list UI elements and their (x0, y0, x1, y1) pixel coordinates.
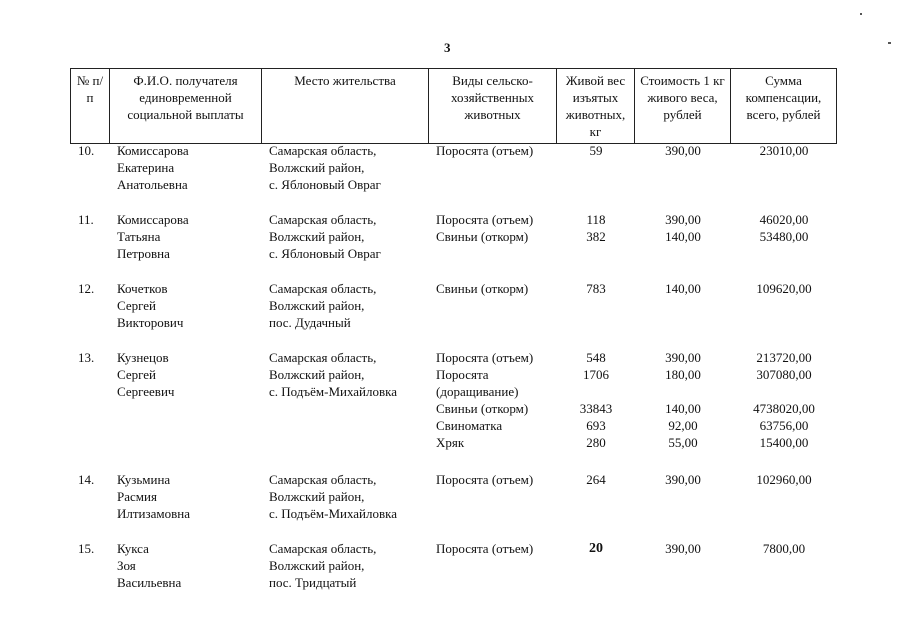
animal-type: Свиньи (откорм) (436, 401, 529, 416)
weight-value: 693 (586, 418, 606, 433)
weight-value: 280 (586, 435, 606, 450)
price-per-kg (636, 211, 730, 245)
weight-value: 20 (589, 541, 603, 556)
row-number: 11. (78, 212, 94, 227)
animal-type: Свиньи (откорм) (436, 281, 529, 296)
name-line: Васильевна (117, 575, 182, 590)
residence-line: пос. Дудачный (269, 315, 351, 330)
name-line: Кузнецов (117, 350, 169, 365)
name-line: Расмия (117, 489, 157, 504)
animal-type: Поросята (отъем) (436, 350, 534, 365)
header-name: Ф.И.О. получателя единовременной социальной выплаты (110, 69, 262, 144)
residence-line: Самарская область, (269, 472, 377, 487)
total-value: 4738020,00 (753, 401, 815, 416)
price-per-kg (636, 540, 730, 557)
animal-type: Поросята (отъем) (436, 472, 534, 487)
price-value: 390,00 (665, 472, 701, 487)
price-value: 55,00 (668, 435, 698, 450)
live-weight (558, 142, 634, 159)
residence-line: Самарская область, (269, 143, 377, 158)
total-value: 213720,00 (756, 350, 812, 365)
table-header (70, 68, 837, 144)
header-price: Стоимость 1 кг живого веса, рублей (635, 69, 731, 144)
name-line: Сергеевич (117, 384, 175, 399)
price-value: 390,00 (665, 212, 701, 227)
live-weight (558, 540, 634, 557)
animal-type: Хряк (436, 435, 465, 450)
residence-line: Волжский район, (269, 298, 365, 313)
weight-value: 382 (586, 229, 606, 244)
recipient-name (117, 471, 190, 522)
name-line: Викторович (117, 315, 184, 330)
row-number: 12. (78, 281, 95, 296)
header-total: Сумма компенсации, всего, рублей (731, 69, 837, 144)
price-value: 140,00 (665, 281, 701, 296)
name-line: Кочетков (117, 281, 168, 296)
weight-value: 118 (586, 212, 606, 227)
recipient-name (117, 280, 183, 331)
scan-speck (888, 42, 891, 44)
live-weight (558, 211, 634, 245)
residence-line: с. Яблоновый Овраг (269, 246, 381, 261)
animal-types (436, 142, 566, 159)
residence-line: с. Подъём-Михайловка (269, 384, 398, 399)
price-value: 390,00 (665, 541, 701, 556)
price-value: 390,00 (665, 350, 701, 365)
header-types: Виды сельско-хозяйственных животных (429, 69, 557, 144)
residence (269, 280, 376, 331)
animal-type: Поросята (доращивание) (436, 367, 519, 399)
name-line: Кузьмина (117, 472, 171, 487)
animal-type: Свиньи (откорм) (436, 229, 529, 244)
total-value: 307080,00 (756, 367, 812, 382)
total-value: 46020,00 (759, 212, 809, 227)
scan-speck (860, 13, 862, 15)
residence-line: Самарская область, (269, 541, 377, 556)
residence-line: Волжский район, (269, 229, 365, 244)
name-line: Комиссарова (117, 143, 189, 158)
name-line: Комиссарова (117, 212, 189, 227)
residence-line: с. Яблоновый Овраг (269, 177, 381, 192)
price-value: 390,00 (665, 143, 701, 158)
total-value: 102960,00 (756, 472, 812, 487)
compensation-total (732, 349, 836, 451)
animal-type: Свиноматка (436, 418, 503, 433)
name-line: Петровна (117, 246, 170, 261)
price-per-kg (636, 349, 730, 451)
price-per-kg (636, 142, 730, 159)
name-line: Татьяна (117, 229, 161, 244)
name-line: Илтизамовна (117, 506, 191, 521)
weight-value: 264 (586, 472, 606, 487)
residence-line: Волжский район, (269, 160, 365, 175)
residence-line: Волжский район, (269, 558, 365, 573)
weight-value: 548 (586, 350, 606, 365)
name-line: Анатольевна (117, 177, 188, 192)
recipient-name (117, 211, 189, 262)
animal-types (436, 211, 566, 245)
residence-line: Самарская область, (269, 212, 377, 227)
compensation-total (732, 471, 836, 488)
price-value: 180,00 (665, 367, 701, 382)
price-per-kg (636, 280, 730, 297)
header-weight: Живой вес изъятых животных, кг (557, 69, 635, 144)
row-number: 13. (78, 350, 95, 365)
price-value: 92,00 (668, 418, 698, 433)
animal-types (436, 540, 566, 557)
weight-value: 783 (586, 281, 606, 296)
weight-value: 33843 (579, 401, 613, 416)
residence-line: Самарская область, (269, 350, 377, 365)
residence-line: с. Подъём-Михайловка (269, 506, 398, 521)
header-num: № п/п (71, 69, 110, 144)
total-value: 53480,00 (759, 229, 809, 244)
header-place: Место жительства (262, 69, 429, 144)
residence (269, 471, 397, 522)
animal-type: Поросята (отъем) (436, 212, 534, 227)
total-value: 7800,00 (762, 541, 806, 556)
weight-value: 59 (589, 143, 603, 158)
price-per-kg (636, 471, 730, 488)
name-line: Сергей (117, 367, 156, 382)
recipient-name (117, 540, 181, 591)
price-value: 140,00 (665, 401, 701, 416)
animal-types (436, 471, 566, 488)
weight-value: 1706 (583, 367, 609, 382)
animal-type: Поросята (отъем) (436, 541, 534, 556)
row-number: 14. (78, 472, 95, 487)
residence (269, 142, 381, 193)
compensation-total (732, 142, 836, 159)
animal-types (436, 280, 566, 297)
residence (269, 540, 376, 591)
name-line: Зоя (117, 558, 136, 573)
total-value: 15400,00 (759, 435, 809, 450)
page-number: 3 (444, 40, 451, 55)
row-number: 10. (78, 143, 95, 158)
recipient-name (117, 349, 174, 400)
live-weight (558, 349, 634, 451)
name-line: Екатерина (117, 160, 175, 175)
price-value: 140,00 (665, 229, 701, 244)
total-value: 63756,00 (759, 418, 809, 433)
animal-types (436, 349, 566, 451)
residence (269, 211, 381, 262)
live-weight (558, 471, 634, 488)
residence-line: пос. Тридцатый (269, 575, 357, 590)
compensation-total (732, 280, 836, 297)
row-number: 15. (78, 541, 95, 556)
residence-line: Волжский район, (269, 367, 365, 382)
recipient-name (117, 142, 189, 193)
total-value: 109620,00 (756, 281, 812, 296)
total-value: 23010,00 (759, 143, 809, 158)
residence (269, 349, 397, 400)
compensation-total (732, 540, 836, 557)
live-weight (558, 280, 634, 297)
name-line: Кукса (117, 541, 149, 556)
name-line: Сергей (117, 298, 156, 313)
residence-line: Волжский район, (269, 489, 365, 504)
residence-line: Самарская область, (269, 281, 377, 296)
compensation-total (732, 211, 836, 245)
animal-type: Поросята (отъем) (436, 143, 534, 158)
